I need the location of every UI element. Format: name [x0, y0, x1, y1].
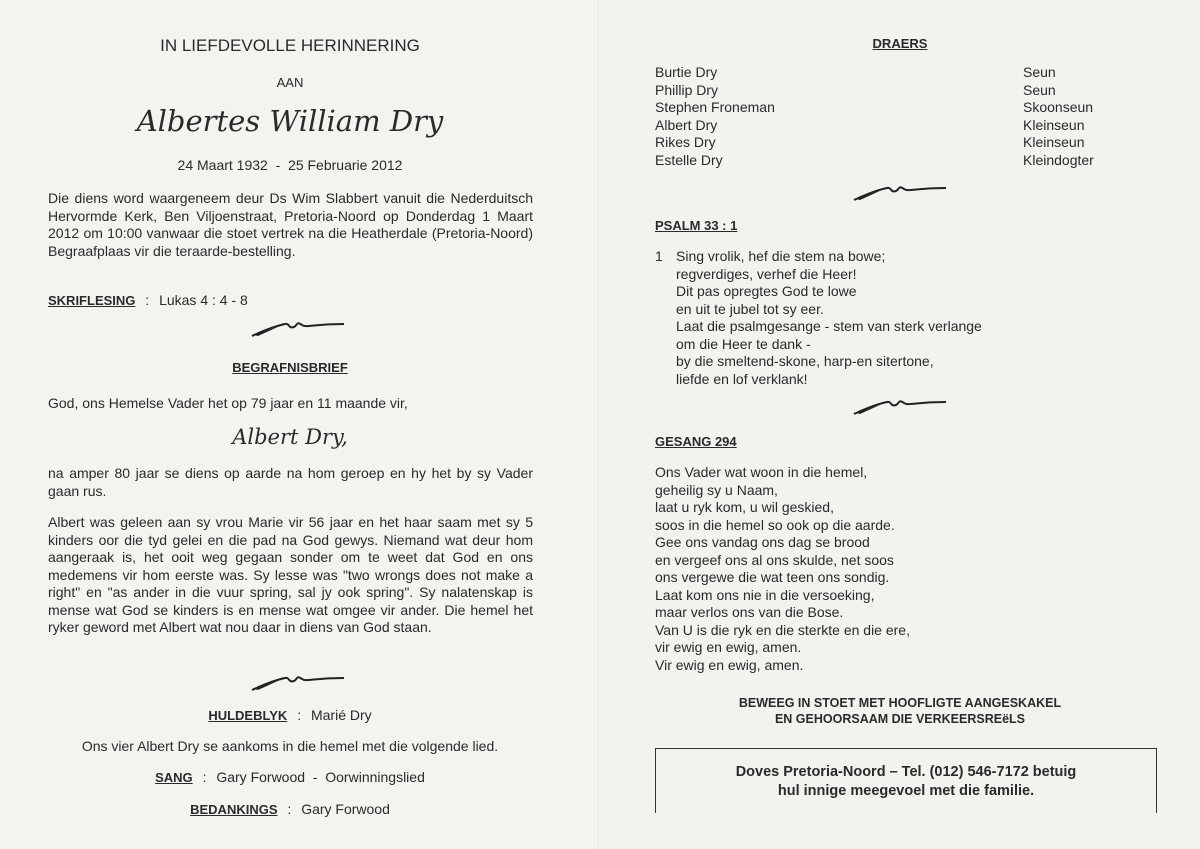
draer-name: Albert Dry — [655, 116, 718, 133]
bedankings-label: BEDANKINGS — [190, 802, 278, 817]
draer-name: Rikes Dry — [655, 134, 716, 150]
gesang-verse — [655, 464, 1155, 674]
letter-paragraph-2: Albert was geleen aan sy vrou Marie vir 56 jaar en het haar saam met sy 5 kinders oor die tyd gelei en die pad na God gewys. Niemand wat deur hom aangeraak is, het ooit weg gegaan sonder om te weet dat God en ons medemens vir hom eerste was. Sy lesse was "two wrongs does not make a right" en "as ander in die vuur spring, sal jy ook spring". Sy nalatenskap is mense wat God se kinders is en mense wat omgee vir ander. Die hemel het ryker geword met Albert wat nou daar in diens van God staan. — [48, 514, 533, 635]
flourish-ornament — [250, 316, 346, 340]
gesang-line: Ons Vader wat woon in die hemel, — [655, 464, 868, 480]
bedankings-line — [0, 801, 580, 817]
gesang-line: Gee ons vandag ons dag se brood — [655, 534, 870, 550]
draer-name: Phillip Dry — [655, 81, 719, 98]
draer-name: Burtie Dry — [655, 64, 718, 80]
condolence-box — [655, 748, 1157, 813]
huldeblyk-value: Marié Dry — [310, 707, 372, 723]
condolence-text — [656, 763, 1156, 801]
huldeblyk-line — [0, 707, 580, 723]
draers-label: DRAERS — [872, 36, 928, 51]
psalm-verse — [676, 248, 1156, 388]
begrafnisbrief-label: BEGRAFNISBRIEF — [232, 360, 348, 375]
gesang-line: Laat kom ons nie in die versoeking, — [655, 586, 875, 603]
psalm-verse-number: 1 — [655, 248, 663, 264]
psalm-line: by die smeltend-skone, harp-en sitertone, — [676, 353, 934, 369]
gesang-line: Vir ewig en ewig, amen. — [655, 656, 804, 673]
gesang-line: ons vergewe die wat teen ons sondig. — [655, 569, 890, 585]
separator-colon: : — [145, 292, 150, 308]
gesang-line: soos in die hemel so ook op die aarde. — [655, 516, 895, 533]
condolence-line-2: hul innige meegevoel met die familie. — [777, 783, 1035, 799]
psalm-line: Laat die psalmgesange - stem van sterk verlange — [676, 318, 982, 334]
draer-relation: Seun — [1023, 64, 1056, 80]
letter-paragraph-1: na amper 80 jaar se diens op aarde na hom geroep en hy het by sy Vader gaan rus. — [48, 465, 533, 499]
draer-name: Stephen Froneman — [655, 99, 775, 115]
psalm-line: regverdiges, verhef die Heer! — [676, 265, 857, 282]
psalm-line: om die Heer te dank - — [676, 335, 811, 352]
service-details: Die diens word waargeneem deur Ds Wim Slabbert vanuit die Nederduitsch Hervormde Kerk, Ben Viljoenstraat, Pretoria-Noord op Donderdag 1 Maart 2012 om 10:00 vanwaar die stoet vertrek na die Heatherdale (Pretoria-Noord) Begraafplaas vir die teraarde-bestelling. — [48, 190, 533, 259]
sang-label: SANG — [155, 770, 193, 785]
separator-colon: : — [202, 769, 207, 785]
notice-line-1: BEWEEG IN STOET MET HOOFLIGTE AANGESKAKEL — [738, 696, 1062, 710]
gesang-label: GESANG 294 — [655, 434, 737, 449]
huldeblyk-label: HULDEBLYK — [208, 708, 288, 723]
procession-notice — [600, 695, 1200, 727]
gesang-heading-wrap — [655, 433, 737, 451]
separator-colon: : — [287, 801, 292, 817]
letter-intro: God, ons Hemelse Vader het op 79 jaar en 11 maande vir, — [48, 395, 408, 411]
letter-name: Albert Dry, — [232, 425, 348, 449]
separator-colon: : — [297, 707, 302, 723]
gesang-line: geheilig sy u Naam, — [655, 481, 778, 498]
draer-relation: Seun — [1023, 81, 1056, 98]
deceased-name: Albertes William Dry — [136, 104, 444, 138]
lied-intro: Ons vier Albert Dry se aankoms in die hemel met die volgende lied. — [81, 738, 499, 754]
psalm-line: en uit te jubel tot sy eer. — [676, 300, 824, 317]
gesang-line: maar verlos ons van die Bose. — [655, 604, 844, 620]
skriflesing-label: SKRIFLESING — [48, 293, 136, 308]
right-page — [600, 0, 1200, 849]
draers-list — [655, 64, 1175, 174]
psalm-heading-wrap — [655, 217, 737, 235]
skriflesing-value: Lukas 4 : 4 - 8 — [159, 292, 248, 308]
gesang-line: en vergeef ons al ons skulde, net soos — [655, 551, 894, 568]
psalm-line: Dit pas opregtes God te lowe — [676, 283, 857, 299]
draer-relation: Kleinseun — [1023, 134, 1085, 150]
gesang-line: Van U is die ryk en die sterkte en die ere, — [655, 621, 910, 638]
notice-line-2: EN GEHOORSAAM DIE VERKEERSREëLS — [774, 712, 1026, 726]
draer-relation: Kleinseun — [1023, 116, 1085, 133]
bedankings-value: Gary Forwood — [301, 801, 390, 817]
condolence-line-1: Doves Pretoria-Noord – Tel. (012) 546-7172 betuig — [735, 764, 1077, 780]
psalm-label: PSALM 33 : 1 — [655, 218, 738, 233]
gesang-line: laat u ryk kom, u wil geskied, — [655, 499, 834, 515]
draer-relation: Skoonseun — [1023, 99, 1094, 115]
begrafnisbrief-heading-wrap — [0, 359, 580, 377]
skriflesing-line — [48, 292, 248, 308]
psalm-line: liefde en lof verklank! — [676, 370, 808, 387]
gesang-line: vir ewig en ewig, amen. — [655, 639, 802, 655]
draer-relation: Kleindogter — [1023, 151, 1094, 168]
aan-label: AAN — [276, 75, 304, 90]
life-dates: 24 Maart 1932 - 25 Februarie 2012 — [177, 157, 403, 173]
draers-heading-wrap — [600, 35, 1200, 53]
flourish-ornament — [852, 394, 948, 418]
memorial-heading: IN LIEFDEVOLLE HERINNERING — [160, 36, 420, 55]
sang-value: Gary Forwood - Oorwinningslied — [216, 769, 425, 785]
flourish-ornament — [250, 670, 346, 694]
psalm-line: Sing vrolik, hef die stem na bowe; — [676, 248, 886, 264]
sang-line — [0, 769, 580, 785]
draer-name: Estelle Dry — [655, 151, 723, 168]
flourish-ornament — [852, 180, 948, 204]
